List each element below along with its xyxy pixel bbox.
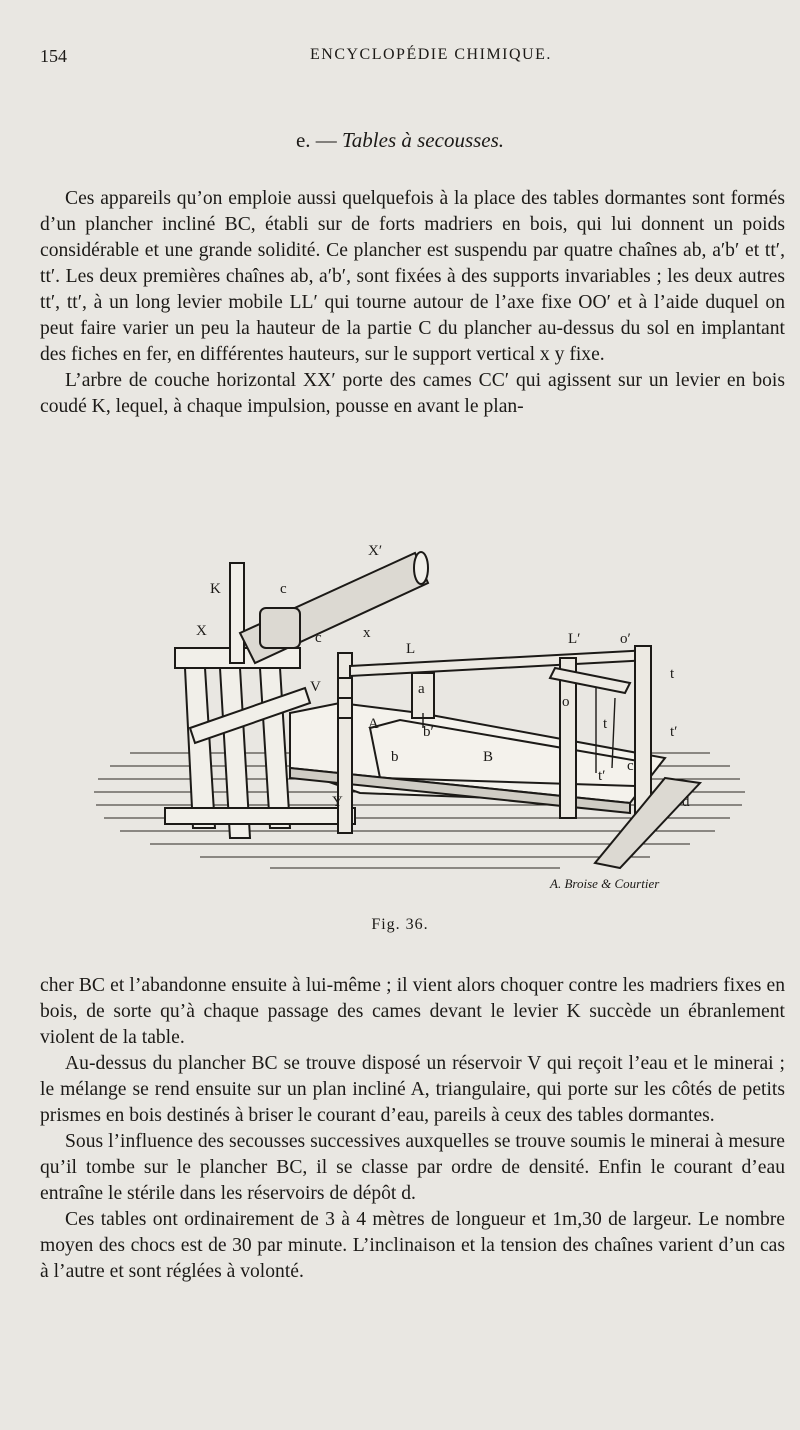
figure-36-illustration (90, 538, 750, 896)
figure-label: c (627, 758, 634, 774)
figure-label: L (406, 641, 416, 657)
figure-label: K (210, 581, 221, 597)
figure-label: x (363, 625, 371, 641)
figure-label: o (562, 694, 570, 710)
figure-label: t (603, 716, 608, 732)
figure-label: o′ (620, 631, 631, 647)
section-prefix: e. — (295, 128, 337, 152)
figure-label: t′ (598, 768, 606, 784)
figure-label: X′ (368, 543, 383, 559)
paragraph: Sous l’influence des secousses successives auxquelles se trouve soumis le minerai à mesure qu’il tombe sur le plancher BC, il se classe par ordre de densité. Enfin le courant d’eau entraîne le stérile dans les réservoirs de dépôt d. (40, 1131, 785, 1204)
section-title-text: Tables à secousses. (342, 128, 505, 152)
engraving-drawing (90, 538, 750, 896)
figure-label: L′ (568, 631, 581, 647)
paragraph: cher BC et l’abandonne ensuite à lui-même ; il vient alors choquer contre les madriers fixes en bois, de sorte qu’à chaque passage des cames devant le levier K succède un ébranlement violent de la table. (40, 975, 785, 1048)
horizontal-shaft (240, 552, 428, 663)
figure-label: a (418, 681, 425, 697)
figure-label: X (196, 623, 207, 639)
figure-label: V (310, 679, 321, 695)
text-block-after-figure (40, 973, 785, 1285)
figure-label: d (682, 794, 690, 810)
figure-label: t (670, 666, 675, 682)
figure-label: Y (332, 794, 343, 810)
figure-label: c (280, 581, 287, 597)
running-title: ENCYCLOPÉDIE CHIMIQUE. (310, 46, 552, 63)
page-number: 154 (40, 46, 67, 66)
paragraph: Ces appareils qu’on emploie aussi quelquefois à la place des tables dormantes sont formés d’un plancher incliné BC, établi sur de forts madriers en bois, qui lui donnent un poids considérable et une grande solidité. Ce plancher est suspendu par quatre chaînes ab, a′b′ et tt′, tt′. Les deux premières chaînes ab, a′b′, sont fixées à des supports invariables ; les deux autres tt′, tt′, à un long levier mobile LL′ qui tourne autour de l’axe fixe OO′ et à l’aide duquel on peut faire varier un peu la hauteur de la partie C du plancher au-dessus du sol en implantant des fiches en fer, en différentes hauteurs, sur le support vertical x y fixe. (40, 188, 785, 365)
figure-label: B (483, 749, 494, 765)
figure-label: b′ (423, 724, 434, 740)
section-title (0, 128, 800, 153)
text-block-before-figure (40, 186, 785, 420)
figure-label: c (315, 630, 322, 646)
figure-label: b (391, 749, 399, 765)
page-header (40, 46, 740, 70)
figure-caption: Fig. 36. (371, 916, 429, 933)
figure-label: t′ (670, 724, 678, 740)
paragraph: Ces tables ont ordinairement de 3 à 4 mètres de longueur et 1m,30 de largeur. Le nombre moyen des chocs est de 30 par minute. L’inclinaison et la tension des chaînes varient d’un cas à l’autre et sont réglées à volonté. (40, 1209, 785, 1282)
figure-label: A (368, 716, 379, 732)
paragraph: Au-dessus du plancher BC se trouve disposé un réservoir V qui reçoit l’eau et le minerai ; le mélange se rend ensuite sur un plan incliné A, triangulaire, qui porte sur les côtés de petits prismes en bois destinés à briser le courant d’eau, pareils à ceux des tables dormantes. (40, 1053, 785, 1126)
paragraph: L’arbre de couche horizontal XX′ porte des cames CC′ qui agissent sur un levier en bois coudé K, lequel, à chaque impulsion, pousse en avant le plan- (40, 370, 785, 417)
engraver-signature: A. Broise & Courtier (550, 876, 660, 891)
